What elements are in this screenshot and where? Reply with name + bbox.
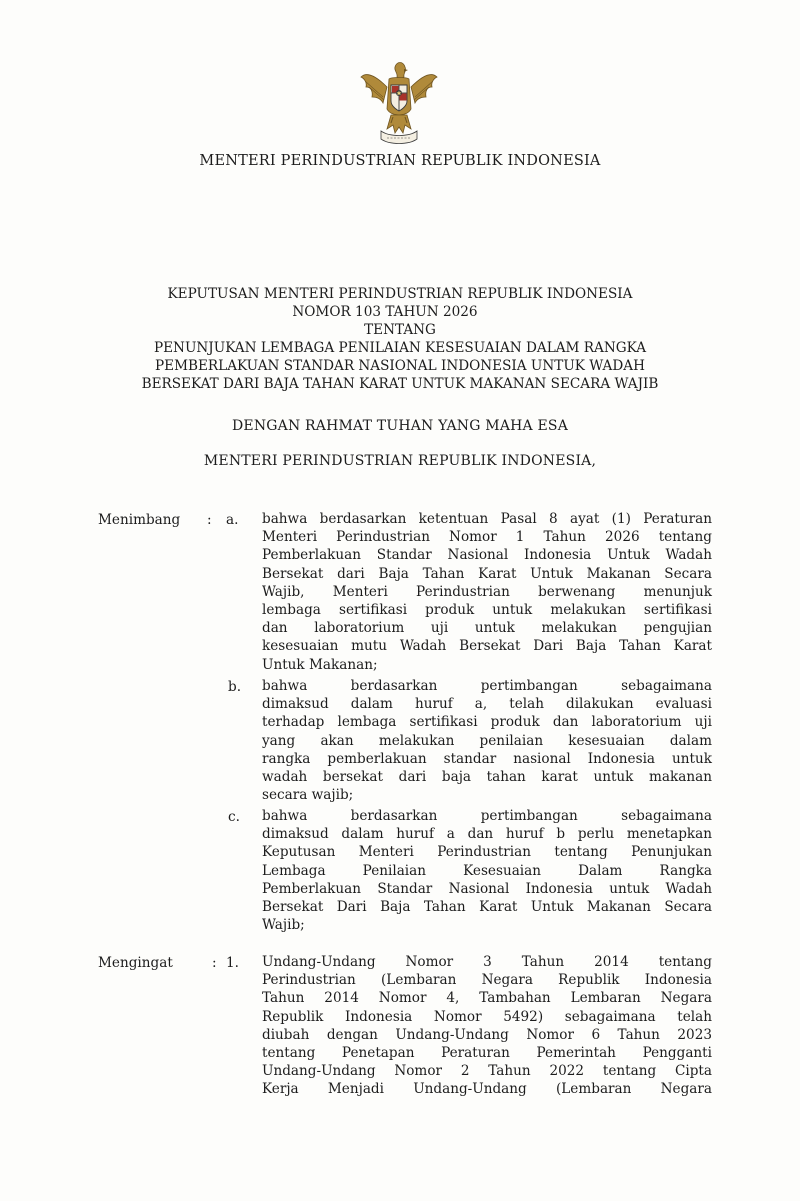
decree-number: NOMOR 103 TAHUN 2026: [292, 304, 478, 320]
menimbang-label: Menimbang: [98, 512, 181, 528]
item-marker: 1.: [226, 955, 239, 971]
text-line: Perindustrian (Lembaran Negara Republik Indonesia: [262, 972, 712, 989]
text-line: Wajib, Menteri Perindustrian berwenang menunjuk: [262, 583, 712, 600]
text-line: tentang Penetapan Peraturan Pemerintah Pengganti: [262, 1044, 712, 1061]
blessing-line: DENGAN RAHMAT TUHAN YANG MAHA ESA: [231, 418, 569, 434]
text-line: kesesuaian mutu Wadah Bersekat Dari Baja Tahan Karat: [262, 638, 712, 655]
issuer-line: MENTERI PERINDUSTRIAN REPUBLIK INDONESIA,: [203, 453, 597, 469]
text-line: secara wajib;: [262, 787, 354, 804]
menimbang-item-b: [262, 677, 712, 804]
menimbang-item-c: [262, 807, 712, 934]
text-line: Untuk Makanan;: [262, 656, 378, 673]
text-line: bahwa berdasarkan pertimbangan sebagaimana: [262, 678, 712, 694]
menimbang-item-a: [262, 510, 712, 674]
text-line: Lembaga Penilaian Kesesuaian Dalam Rangka: [262, 862, 712, 879]
text-line: dimaksud dalam huruf a dan huruf b perlu menetapkan: [262, 826, 712, 843]
mengingat-label: Mengingat: [98, 955, 173, 971]
text-line: wadah bersekat dari baja tahan karat untuk makanan: [262, 768, 712, 785]
text-line: bahwa berdasarkan ketentuan Pasal 8 ayat (1) Peraturan: [262, 511, 712, 527]
text-line: dimaksud dalam huruf a, telah dilakukan evaluasi: [262, 696, 712, 713]
text-line: bahwa berdasarkan pertimbangan sebagaimana: [262, 808, 712, 824]
text-line: Republik Indonesia Nomor 5492) sebagaimana telah: [262, 1008, 712, 1025]
text-line: Pemberlakuan Standar Nasional Indonesia Untuk Wadah: [262, 547, 712, 564]
minister-title: MENTERI PERINDUSTRIAN REPUBLIK INDONESIA: [199, 153, 601, 169]
item-marker: a.: [226, 512, 239, 528]
mengingat-separator: :: [212, 955, 217, 971]
decree-title-line: TENTANG: [364, 322, 436, 338]
text-line: yang akan melakukan penilaian kesesuaian dalam: [262, 732, 712, 749]
text-line: Wajib;: [262, 917, 305, 934]
item-marker: c.: [228, 809, 240, 825]
decree-title-line: KEPUTUSAN MENTERI PERINDUSTRIAN REPUBLIK INDONESIA: [167, 286, 633, 302]
decree-title: [0, 285, 800, 393]
text-line: diubah dengan Undang-Undang Nomor 6 Tahun 2023: [262, 1026, 712, 1043]
decree-subject-line: PENUNJUKAN LEMBAGA PENILAIAN KESESUAIAN DALAM RANGKA: [153, 340, 647, 356]
text-line: Kerja Menjadi Undang-Undang (Lembaran Negara: [262, 1081, 712, 1098]
text-line: Menteri Perindustrian Nomor 1 Tahun 2026 tentang: [262, 529, 712, 546]
text-line: Tahun 2014 Nomor 4, Tambahan Lembaran Negara: [262, 990, 712, 1007]
mengingat-item-1: [262, 953, 712, 1099]
text-line: terhadap lembaga sertifikasi produk dan laboratorium uji: [262, 714, 712, 731]
text-line: Pemberlakuan Standar Nasional Indonesia untuk Wadah: [262, 880, 712, 897]
text-line: Bersekat dari Baja Tahan Karat Untuk Makanan Secara: [262, 565, 712, 582]
text-line: Undang-Undang Nomor 3 Tahun 2014 tentang: [262, 954, 712, 970]
decree-subject-line: BERSEKAT DARI BAJA TAHAN KARAT UNTUK MAKANAN SECARA WAJIB: [141, 376, 659, 392]
text-line: Keputusan Menteri Perindustrian tentang Penunjukan: [262, 844, 712, 861]
text-line: Bersekat Dari Baja Tahan Karat Untuk Makanan Secara: [262, 898, 712, 915]
decree-subject-line: PEMBERLAKUAN STANDAR NASIONAL INDONESIA UNTUK WADAH: [155, 358, 645, 374]
text-line: Undang-Undang Nomor 2 Tahun 2022 tentang Cipta: [262, 1063, 712, 1080]
text-line: lembaga sertifikasi produk untuk melakukan sertifikasi: [262, 601, 712, 618]
item-marker: b.: [228, 679, 242, 695]
menimbang-separator: :: [207, 512, 212, 528]
text-line: rangka pemberlakuan standar nasional Indonesia untuk: [262, 750, 712, 767]
garuda-emblem-icon: [357, 57, 441, 149]
text-line: dan laboratorium uji untuk melakukan pengujian: [262, 620, 712, 637]
